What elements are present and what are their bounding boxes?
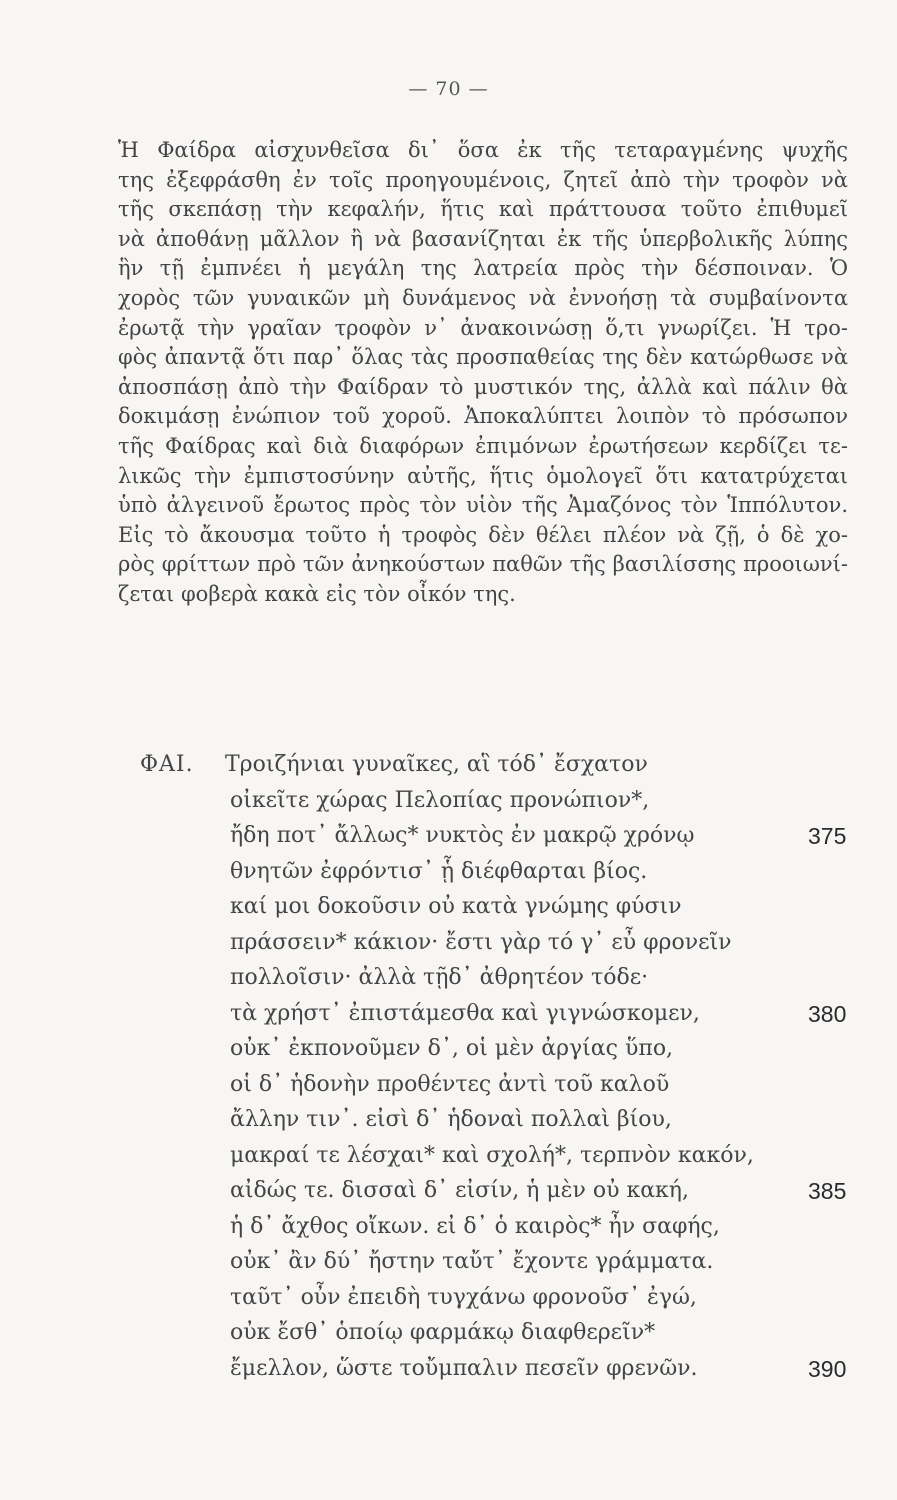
- verse-text: αἰδώς τε. δισσαὶ δ᾿ εἰσίν, ἡ μὲν οὐ κακή,: [230, 1178, 689, 1203]
- prose-line: φὸς ἀπαντᾷ ὅτι παρ᾿ ὅλας τὰς προσπαθείας της δὲν κατώρθωσε νὰ: [118, 345, 848, 370]
- prose-line: λικῶς τὴν ἐμπιστοσύνην αὐτῆς, ἥτις ὁμολογεῖ ὅτι κατατρύχεται: [118, 463, 848, 488]
- prose-line: ἣν τῇ ἐμπνέει ἡ μεγάλη της λατρεία πρὸς τὴν δέσποιναν. Ὁ: [118, 256, 848, 281]
- prose-line: ὑπὸ ἀλγεινοῦ ἔρωτος πρὸς τὸν υἱὸν τῆς Ἀμαζόνος τὸν Ἱππόλυτον.: [118, 493, 848, 518]
- verse-text: ἄλλην τιν᾿. εἰσὶ δ᾿ ἡδοναὶ πολλαὶ βίου,: [230, 1107, 672, 1132]
- prose-line: ρὸς φρίττων πρὸ τῶν ἀνηκούστων παθῶν τῆς βασιλίσσης προοιωνί-: [118, 552, 848, 577]
- line-number: 380: [808, 1000, 847, 1027]
- prose-line: δοκιμάσῃ ἐνώπιον τοῦ χοροῦ. Ἀποκαλύπτει λοιπὸν τὸ πρόσωπον: [118, 404, 848, 429]
- verse-line: [140, 823, 860, 859]
- verse-block: [140, 752, 860, 1391]
- prose-line: ἀποσπάσῃ ἀπὸ τὴν Φαίδραν τὸ μυστικόν της, ἀλλὰ καὶ πάλιν θὰ: [118, 374, 848, 399]
- prose-line: της ἐξεφράσθη ἐν τοῖς προηγουμένοις, ζητεῖ ἀπὸ τὴν τροφὸν νὰ: [118, 167, 848, 192]
- prose-line: τῆς Φαίδρας καὶ διὰ διαφόρων ἐπιμόνων ἐρωτήσεων κερδίζει τε-: [118, 433, 848, 458]
- verse-text: οὐκ ἔσθ᾿ ὁποίῳ φαρμάκῳ διαφθερεῖν*: [230, 1320, 656, 1345]
- verse-line: [140, 1285, 860, 1321]
- line-number: 385: [808, 1178, 847, 1204]
- verse-line: [140, 1107, 860, 1143]
- prose-line: Ἡ Φαίδρα αἰσχυνθεῖσα δι᾿ ὅσα ἐκ τῆς τεταραγμένης ψυχῆς: [118, 138, 848, 162]
- verse-text: Τροιζήνιαι γυναῖκες, αἳ τόδ᾿ ἔσχατον: [225, 752, 648, 777]
- verse-text: ἡ δ᾿ ἄχθος οἴκων. εἰ δ᾿ ὁ καιρὸς* ἦν σαφής,: [230, 1213, 720, 1239]
- verse-line: [140, 1001, 860, 1037]
- verse-text: ἤδη ποτ᾿ ἄλλως* νυκτὸς ἐν μακρῷ χρόνῳ: [230, 823, 695, 848]
- verse-text: οὐκ᾿ ἂν δύ᾿ ἤστην ταὔτ᾿ ἔχοντε γράμματα.: [230, 1249, 714, 1274]
- prose-line: ἐρωτᾷ τὴν γραῖαν τροφὸν ν᾿ ἀνακοινώσῃ ὅ,τι γνωρίζει. Ἡ τρο-: [118, 315, 848, 340]
- verse-text: πολλοῖσιν· ἀλλὰ τῇδ᾿ ἀθρητέον τόδε·: [230, 965, 649, 990]
- prose-line: τῆς σκεπάσῃ τὴν κεφαλήν, ἥτις καὶ πράττουσα τοῦτο ἐπιθυμεῖ: [118, 197, 848, 222]
- verse-line: [140, 1356, 860, 1392]
- prose-line: χορὸς τῶν γυναικῶν μὴ δυνάμενος νὰ ἐννοήσῃ τὰ συμβαίνοντα: [118, 285, 848, 310]
- verse-line: [140, 752, 860, 788]
- verse-line: [140, 788, 860, 824]
- verse-line: [140, 1072, 860, 1108]
- verse-line: [140, 859, 860, 895]
- verse-line: [140, 1143, 860, 1179]
- verse-text: οἱ δ᾿ ἡδονὴν προθέντες ἀντὶ τοῦ καλοῦ: [230, 1071, 670, 1097]
- verse-text: ἔμελλον, ὥστε τοὔμπαλιν πεσεῖν φρενῶν.: [230, 1355, 698, 1381]
- verse-line: [140, 894, 860, 930]
- verse-line: [140, 1320, 860, 1356]
- verse-text: οὐκ᾿ ἐκπονοῦμεν δ᾿, οἱ μὲν ἀργίας ὕπο,: [230, 1036, 674, 1061]
- commentary-paragraph: [118, 136, 848, 610]
- verse-line: [140, 930, 860, 966]
- verse-line: [140, 1214, 860, 1250]
- verse-line: [140, 965, 860, 1001]
- page-number: — 70 —: [408, 78, 489, 100]
- verse-line: [140, 1036, 860, 1072]
- prose-line: Εἰς τὸ ἄκουσμα τοῦτο ἡ τροφὸς δὲν θέλει πλέον νὰ ζῇ, ὁ δὲ χο-: [118, 522, 848, 547]
- line-number: 390: [808, 1355, 847, 1382]
- verse-text: ταῦτ᾿ οὖν ἐπειδὴ τυγχάνω φρονοῦσ᾿ ἐγώ,: [230, 1284, 697, 1310]
- verse-text: τὰ χρήστ᾿ ἐπιστάμεσθα καὶ γιγνώσκομεν,: [230, 1000, 700, 1026]
- speaker-label: ΦΑΙ.: [140, 752, 194, 777]
- line-number: 375: [808, 823, 847, 849]
- prose-line: ζεται φοβερὰ κακὰ εἰς τὸν οἶκόν της.: [118, 581, 516, 606]
- verse-text: καί μοι δοκοῦσιν οὐ κατὰ γνώμης φύσιν: [230, 894, 682, 919]
- verse-text: οἰκεῖτε χώρας Πελοπίας προνώπιον*,: [230, 787, 650, 813]
- prose-line: νὰ ἀποθάνῃ μᾶλλον ἢ νὰ βασανίζηται ἐκ τῆς ὑπερβολικῆς λύπης: [118, 226, 848, 251]
- verse-line: [140, 1178, 860, 1214]
- verse-text: μακραί τε λέσχαι* καὶ σχολή*, τερπνὸν κακόν,: [230, 1142, 754, 1168]
- verse-text: πράσσειν* κάκιον· ἔστι γὰρ τό γ᾿ εὖ φρονεῖν: [230, 929, 732, 955]
- verse-line: [140, 1249, 860, 1285]
- verse-text: θνητῶν ἐφρόντισ᾿ ᾗ διέφθαρται βίος.: [230, 858, 648, 884]
